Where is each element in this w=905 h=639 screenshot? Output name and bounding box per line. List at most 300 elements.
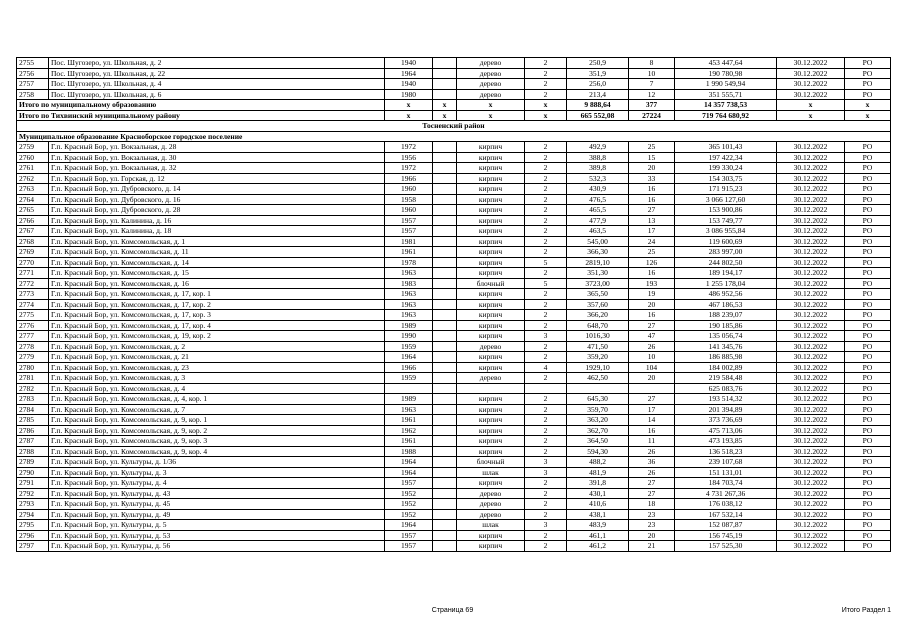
cell-addr: Г.п. Красный Бор, ул. Комсомольская, д. 19, кор. 2 <box>49 331 385 342</box>
table-row <box>17 257 891 268</box>
cell-fl: 2 <box>525 268 567 279</box>
table-row <box>17 488 891 499</box>
cell-blank <box>433 278 457 289</box>
cell-blank <box>433 173 457 184</box>
table-row <box>17 299 891 310</box>
cell-fl: 2 <box>525 215 567 226</box>
cell-cost: 1 990 549,94 <box>675 79 777 90</box>
cell-year: 1962 <box>385 425 433 436</box>
cell-prog: РО <box>845 530 891 541</box>
cell-fl: 2 <box>525 236 567 247</box>
cell-date: 30.12.2022 <box>777 467 845 478</box>
cell-fl <box>525 383 567 394</box>
cell-prog: РО <box>845 152 891 163</box>
cell-mat: кирпич <box>457 236 525 247</box>
cell-mat: кирпич <box>457 152 525 163</box>
cell-fl: 2 <box>525 415 567 426</box>
cell-year: 1952 <box>385 509 433 520</box>
cell-addr: Г.п. Красный Бор, ул. Вокзальная, д. 30 <box>49 152 385 163</box>
cell-mat: кирпич <box>457 320 525 331</box>
cell-fl: 2 <box>525 68 567 79</box>
cell-mat: кирпич <box>457 215 525 226</box>
table-row <box>17 415 891 426</box>
cell-date: 30.12.2022 <box>777 142 845 153</box>
cell-res: 8 <box>629 58 675 69</box>
table-row <box>17 425 891 436</box>
cell-date: 30.12.2022 <box>777 215 845 226</box>
cell-blank <box>433 331 457 342</box>
cell-addr: Г.п. Красный Бор, ул. Культуры, д. 53 <box>49 530 385 541</box>
cell-mat: кирпич <box>457 299 525 310</box>
cell-blank <box>433 163 457 174</box>
cell-cost: 473 193,85 <box>675 436 777 447</box>
cell-fl: 2 <box>525 541 567 552</box>
cell-year: 1952 <box>385 488 433 499</box>
cell-prog: РО <box>845 184 891 195</box>
cell-blank <box>433 205 457 216</box>
cell-n: 2772 <box>17 278 49 289</box>
cell-res: 126 <box>629 257 675 268</box>
cell-mat: кирпич <box>457 173 525 184</box>
cell-area: 213,4 <box>567 89 629 100</box>
cell-blank <box>433 530 457 541</box>
cell-addr: Г.п. Красный Бор, ул. Культуры, д. 4 <box>49 478 385 489</box>
cell-cost: 119 600,69 <box>675 236 777 247</box>
total-cell: 719 764 680,92 <box>675 110 777 121</box>
cell-mat: кирпич <box>457 394 525 405</box>
cell-res: 20 <box>629 530 675 541</box>
cell-area: 462,50 <box>567 373 629 384</box>
cell-addr: Г.п. Красный Бор, ул. Комсомольская, д. 17, кор. 2 <box>49 299 385 310</box>
cell-fl: 2 <box>525 58 567 69</box>
cell-year: 1963 <box>385 268 433 279</box>
cell-fl: 2 <box>525 394 567 405</box>
cell-res: 27 <box>629 205 675 216</box>
district-header-text: Тосненский район <box>17 121 891 132</box>
cell-year: 1957 <box>385 478 433 489</box>
cell-n: 2786 <box>17 425 49 436</box>
cell-n: 2776 <box>17 320 49 331</box>
cell-mat: блочный <box>457 278 525 289</box>
cell-date: 30.12.2022 <box>777 415 845 426</box>
cell-n: 2764 <box>17 194 49 205</box>
cell-cost: 167 532,14 <box>675 509 777 520</box>
cell-area: 1929,10 <box>567 362 629 373</box>
cell-year: 1957 <box>385 530 433 541</box>
total-cell: 27224 <box>629 110 675 121</box>
cell-cost: 186 885,98 <box>675 352 777 363</box>
cell-addr: Г.п. Красный Бор, ул. Комсомольская, д. 21 <box>49 352 385 363</box>
cell-prog: РО <box>845 268 891 279</box>
table-row <box>17 79 891 90</box>
cell-area: 465,5 <box>567 205 629 216</box>
cell-n: 2765 <box>17 205 49 216</box>
cell-addr: Г.п. Красный Бор, ул. Комсомольская, д. 1 <box>49 236 385 247</box>
cell-year: 1980 <box>385 89 433 100</box>
cell-n: 2768 <box>17 236 49 247</box>
cell-year: 1957 <box>385 541 433 552</box>
cell-year: 1940 <box>385 79 433 90</box>
cell-addr: Г.п. Красный Бор, ул. Комсомольская, д. 9, кор. 4 <box>49 446 385 457</box>
cell-area: 532,3 <box>567 173 629 184</box>
total-cell: x <box>457 110 525 121</box>
cell-prog: РО <box>845 68 891 79</box>
cell-date: 30.12.2022 <box>777 236 845 247</box>
cell-res: 19 <box>629 289 675 300</box>
cell-cost: 189 194,17 <box>675 268 777 279</box>
cell-date: 30.12.2022 <box>777 341 845 352</box>
cell-fl: 3 <box>525 331 567 342</box>
section-total-label: Итого Раздел 1 <box>841 607 891 614</box>
cell-area: 477,9 <box>567 215 629 226</box>
cell-cost: 141 345,76 <box>675 341 777 352</box>
cell-date: 30.12.2022 <box>777 352 845 363</box>
cell-date: 30.12.2022 <box>777 394 845 405</box>
cell-n: 2758 <box>17 89 49 100</box>
cell-cost: 4 731 267,36 <box>675 488 777 499</box>
cell-area: 366,30 <box>567 247 629 258</box>
cell-prog: РО <box>845 362 891 373</box>
cell-n: 2794 <box>17 509 49 520</box>
cell-prog: РО <box>845 194 891 205</box>
cell-mat: кирпич <box>457 415 525 426</box>
cell-date: 30.12.2022 <box>777 163 845 174</box>
cell-cost: 135 056,74 <box>675 331 777 342</box>
cell-year: 1966 <box>385 173 433 184</box>
cell-date: 30.12.2022 <box>777 383 845 394</box>
cell-n: 2778 <box>17 341 49 352</box>
cell-n: 2774 <box>17 299 49 310</box>
cell-res: 17 <box>629 226 675 237</box>
cell-date: 30.12.2022 <box>777 205 845 216</box>
cell-addr: Г.п. Красный Бор, ул. Дубровского, д. 16 <box>49 194 385 205</box>
cell-blank <box>433 268 457 279</box>
table-row <box>17 289 891 300</box>
cell-year: 1978 <box>385 257 433 268</box>
cell-area: 471,50 <box>567 341 629 352</box>
cell-prog: РО <box>845 541 891 552</box>
cell-n: 2755 <box>17 58 49 69</box>
cell-prog: РО <box>845 310 891 321</box>
cell-fl: 2 <box>525 436 567 447</box>
cell-mat: шлак <box>457 520 525 531</box>
housing-register-table <box>16 57 891 552</box>
cell-area: 648,70 <box>567 320 629 331</box>
cell-date: 30.12.2022 <box>777 404 845 415</box>
cell-addr: Г.п. Красный Бор, ул. Комсомольская, д. 4 <box>49 383 385 394</box>
cell-area: 365,50 <box>567 289 629 300</box>
cell-cost: 157 525,30 <box>675 541 777 552</box>
total-cell: x <box>385 100 433 111</box>
cell-prog: РО <box>845 226 891 237</box>
cell-fl: 2 <box>525 373 567 384</box>
cell-n: 2770 <box>17 257 49 268</box>
cell-res: 20 <box>629 163 675 174</box>
cell-mat: кирпич <box>457 478 525 489</box>
cell-year: 1966 <box>385 362 433 373</box>
cell-mat: дерево <box>457 89 525 100</box>
cell-mat: дерево <box>457 341 525 352</box>
cell-n: 2788 <box>17 446 49 457</box>
cell-addr: Г.п. Красный Бор, ул. Комсомольская, д. 14 <box>49 257 385 268</box>
cell-area: 461,2 <box>567 541 629 552</box>
cell-addr: Г.п. Красный Бор, ул. Комсомольская, д. 9, кор. 2 <box>49 425 385 436</box>
cell-res: 24 <box>629 236 675 247</box>
cell-res: 10 <box>629 352 675 363</box>
cell-prog: РО <box>845 215 891 226</box>
table-row <box>17 89 891 100</box>
cell-area: 363,20 <box>567 415 629 426</box>
cell-res: 10 <box>629 68 675 79</box>
cell-addr: Г.п. Красный Бор, ул. Комсомольская, д. 11 <box>49 247 385 258</box>
cell-area: 1016,30 <box>567 331 629 342</box>
table-row <box>17 152 891 163</box>
cell-n: 2781 <box>17 373 49 384</box>
table-row <box>17 142 891 153</box>
cell-prog: РО <box>845 415 891 426</box>
cell-fl: 5 <box>525 257 567 268</box>
cell-prog: РО <box>845 89 891 100</box>
cell-res: 21 <box>629 541 675 552</box>
cell-res: 16 <box>629 194 675 205</box>
cell-res: 12 <box>629 89 675 100</box>
cell-n: 2767 <box>17 226 49 237</box>
total-cell: Итого по муниципальному образованию <box>17 100 385 111</box>
cell-year: 1961 <box>385 436 433 447</box>
table-row <box>17 310 891 321</box>
cell-date: 30.12.2022 <box>777 268 845 279</box>
cell-blank <box>433 415 457 426</box>
cell-blank <box>433 446 457 457</box>
table-row <box>17 394 891 405</box>
cell-year: 1952 <box>385 499 433 510</box>
cell-cost: 373 736,69 <box>675 415 777 426</box>
cell-cost: 190 780,98 <box>675 68 777 79</box>
cell-prog: РО <box>845 383 891 394</box>
cell-res: 23 <box>629 520 675 531</box>
cell-area: 389,8 <box>567 163 629 174</box>
cell-cost: 3 066 127,60 <box>675 194 777 205</box>
cell-res <box>629 383 675 394</box>
cell-addr: Г.п. Красный Бор, ул. Калинина, д. 18 <box>49 226 385 237</box>
cell-fl: 2 <box>525 404 567 415</box>
total-cell: 9 888,64 <box>567 100 629 111</box>
cell-date: 30.12.2022 <box>777 373 845 384</box>
cell-n: 2763 <box>17 184 49 195</box>
cell-date: 30.12.2022 <box>777 320 845 331</box>
cell-blank <box>433 499 457 510</box>
cell-prog: РО <box>845 278 891 289</box>
cell-mat: шлак <box>457 467 525 478</box>
cell-mat: дерево <box>457 373 525 384</box>
cell-cost: 453 447,64 <box>675 58 777 69</box>
cell-mat: кирпич <box>457 541 525 552</box>
table-row <box>17 278 891 289</box>
cell-n: 2797 <box>17 541 49 552</box>
cell-n: 2757 <box>17 79 49 90</box>
cell-area: 357,60 <box>567 299 629 310</box>
cell-date: 30.12.2022 <box>777 520 845 531</box>
cell-blank <box>433 236 457 247</box>
cell-res: 16 <box>629 425 675 436</box>
cell-cost: 201 394,89 <box>675 404 777 415</box>
cell-prog: РО <box>845 352 891 363</box>
cell-date: 30.12.2022 <box>777 194 845 205</box>
cell-res: 25 <box>629 142 675 153</box>
cell-addr: Г.п. Красный Бор, ул. Культуры, д. 45 <box>49 499 385 510</box>
cell-blank <box>433 436 457 447</box>
total-cell: 377 <box>629 100 675 111</box>
cell-date: 30.12.2022 <box>777 499 845 510</box>
cell-fl: 3 <box>525 457 567 468</box>
cell-mat: кирпич <box>457 352 525 363</box>
cell-blank <box>433 383 457 394</box>
cell-date: 30.12.2022 <box>777 425 845 436</box>
cell-area: 430,1 <box>567 488 629 499</box>
cell-year: 1964 <box>385 68 433 79</box>
cell-area: 359,20 <box>567 352 629 363</box>
total-cell: x <box>845 110 891 121</box>
cell-cost: 184 002,89 <box>675 362 777 373</box>
cell-area: 488,2 <box>567 457 629 468</box>
cell-res: 25 <box>629 247 675 258</box>
cell-blank <box>433 247 457 258</box>
cell-n: 2795 <box>17 520 49 531</box>
cell-fl: 2 <box>525 142 567 153</box>
cell-date: 30.12.2022 <box>777 173 845 184</box>
cell-prog: РО <box>845 341 891 352</box>
cell-area: 388,8 <box>567 152 629 163</box>
cell-res: 20 <box>629 373 675 384</box>
cell-mat: кирпич <box>457 226 525 237</box>
cell-cost: 188 239,07 <box>675 310 777 321</box>
cell-cost: 365 101,43 <box>675 142 777 153</box>
cell-n: 2773 <box>17 289 49 300</box>
cell-n: 2785 <box>17 415 49 426</box>
cell-area: 3723,00 <box>567 278 629 289</box>
cell-addr: Г.п. Красный Бор, ул. Культуры, д. 49 <box>49 509 385 520</box>
cell-blank <box>433 478 457 489</box>
cell-year: 1963 <box>385 404 433 415</box>
table-row <box>17 362 891 373</box>
table-row <box>17 247 891 258</box>
total-cell: x <box>845 100 891 111</box>
cell-prog: РО <box>845 457 891 468</box>
cell-year: 1989 <box>385 394 433 405</box>
cell-n: 2792 <box>17 488 49 499</box>
cell-area: 351,9 <box>567 68 629 79</box>
cell-cost: 351 555,71 <box>675 89 777 100</box>
cell-res: 193 <box>629 278 675 289</box>
cell-fl: 2 <box>525 488 567 499</box>
cell-fl: 2 <box>525 310 567 321</box>
cell-cost: 136 518,23 <box>675 446 777 457</box>
cell-addr: Пос. Шугозеро, ул. Школьная, д. 22 <box>49 68 385 79</box>
cell-n: 2756 <box>17 68 49 79</box>
cell-cost: 625 083,76 <box>675 383 777 394</box>
cell-area: 364,50 <box>567 436 629 447</box>
cell-area: 359,70 <box>567 404 629 415</box>
cell-n: 2775 <box>17 310 49 321</box>
cell-fl: 2 <box>525 194 567 205</box>
cell-mat: кирпич <box>457 268 525 279</box>
cell-n: 2787 <box>17 436 49 447</box>
cell-area: 391,8 <box>567 478 629 489</box>
cell-year: 1963 <box>385 289 433 300</box>
cell-area: 463,5 <box>567 226 629 237</box>
cell-mat: дерево <box>457 79 525 90</box>
cell-mat: дерево <box>457 488 525 499</box>
cell-blank <box>433 257 457 268</box>
cell-date: 30.12.2022 <box>777 68 845 79</box>
total-cell: x <box>433 100 457 111</box>
cell-res: 20 <box>629 299 675 310</box>
cell-n: 2779 <box>17 352 49 363</box>
table-body <box>17 58 891 552</box>
cell-addr: Пос. Шугозеро, ул. Школьная, д. 6 <box>49 89 385 100</box>
cell-fl: 2 <box>525 478 567 489</box>
cell-fl: 5 <box>525 278 567 289</box>
cell-mat: кирпич <box>457 205 525 216</box>
cell-date: 30.12.2022 <box>777 299 845 310</box>
cell-mat <box>457 383 525 394</box>
cell-fl: 2 <box>525 79 567 90</box>
cell-fl: 2 <box>525 499 567 510</box>
cell-prog: РО <box>845 142 891 153</box>
cell-prog: РО <box>845 173 891 184</box>
cell-year: 1972 <box>385 142 433 153</box>
cell-blank <box>433 194 457 205</box>
cell-n: 2771 <box>17 268 49 279</box>
cell-addr: Г.п. Красный Бор, ул. Горская, д. 12 <box>49 173 385 184</box>
district-total-row <box>17 110 891 121</box>
cell-res: 23 <box>629 509 675 520</box>
cell-res: 16 <box>629 184 675 195</box>
cell-cost: 244 802,50 <box>675 257 777 268</box>
cell-fl: 2 <box>525 247 567 258</box>
cell-area: 250,9 <box>567 58 629 69</box>
cell-year: 1983 <box>385 278 433 289</box>
cell-addr: Г.п. Красный Бор, ул. Комсомольская, д. 15 <box>49 268 385 279</box>
cell-res: 27 <box>629 488 675 499</box>
cell-area: 483,9 <box>567 520 629 531</box>
cell-mat: кирпич <box>457 163 525 174</box>
cell-year: 1972 <box>385 163 433 174</box>
cell-year: 1960 <box>385 205 433 216</box>
cell-blank <box>433 226 457 237</box>
cell-blank <box>433 79 457 90</box>
cell-mat: блочный <box>457 457 525 468</box>
cell-year: 1960 <box>385 184 433 195</box>
cell-date: 30.12.2022 <box>777 457 845 468</box>
cell-cost: 475 713,06 <box>675 425 777 436</box>
total-cell: Итого по Тихвинский муниципальному району <box>17 110 385 121</box>
cell-prog: РО <box>845 299 891 310</box>
table-row <box>17 205 891 216</box>
cell-prog: РО <box>845 488 891 499</box>
cell-blank <box>433 152 457 163</box>
cell-blank <box>433 541 457 552</box>
cell-area: 410,6 <box>567 499 629 510</box>
cell-n: 2793 <box>17 499 49 510</box>
total-cell: x <box>777 100 845 111</box>
cell-year: 1964 <box>385 467 433 478</box>
cell-blank <box>433 142 457 153</box>
cell-blank <box>433 520 457 531</box>
cell-fl: 2 <box>525 425 567 436</box>
cell-area: 492,9 <box>567 142 629 153</box>
cell-date: 30.12.2022 <box>777 509 845 520</box>
